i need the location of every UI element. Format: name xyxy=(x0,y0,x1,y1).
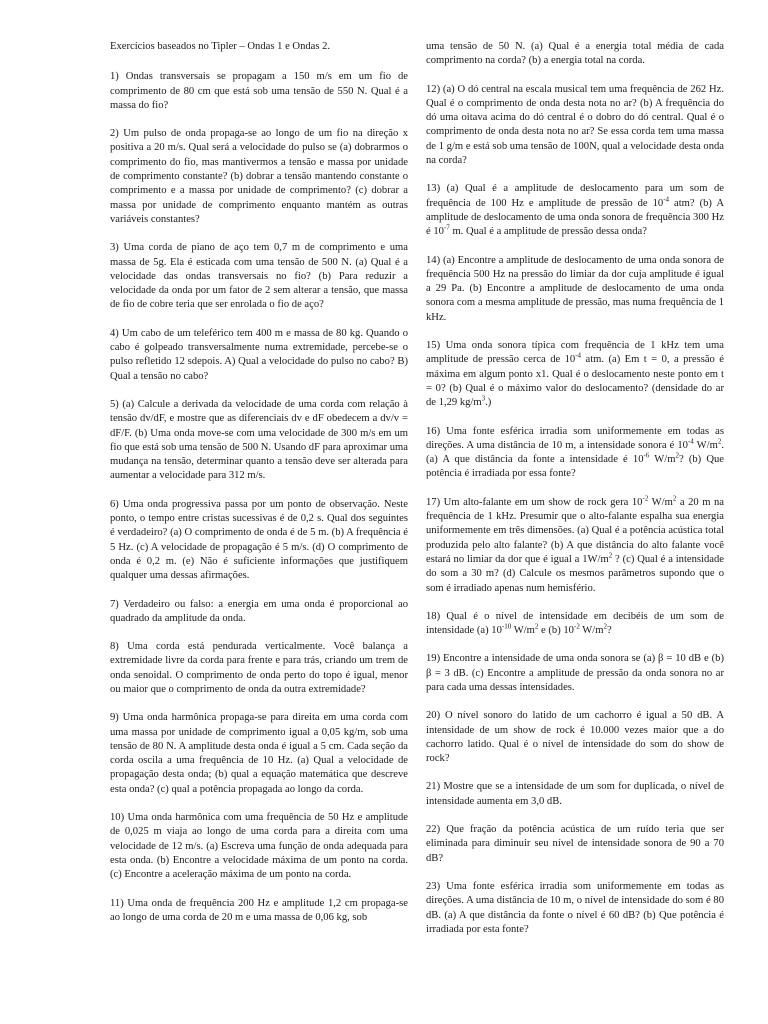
question-q5: 5) (a) Calcule a derivada da velocidade de uma corda com relação à tensão dv/dF, e mostre que as diferenciais dv e dF obedecem a dv/v = dF/F. (b) Uma onda move-se com uma velocidade de 300 m/s em um fio que está sob uma tensão de 500 N. Usando dF para aproximar uma mudança na tensão, determinar quanto a tensão deve ser alterada para aumentar a velocidade para 312 m/s. xyxy=(110,398,408,482)
question-q7: 7) Verdadeiro ou falso: a energia em uma onda é proporcional ao quadrado da amplitude da onda. xyxy=(110,598,408,624)
left-question-list xyxy=(110,70,408,925)
question-q6: 6) Uma onda progressiva passa por um ponto de observação. Neste ponto, o tempo entre cristas sucessivas é de 0,2 s. Qual dos seguintes é verdadeiro? (a) O comprimento de onda é de 5 m. (b) A frequência é 5 Hz. (c) A velocidade de propagação é 5 m/s. (d) O comprimento de onda é 0,2 m. (e) Não é suficiente informações que justifiquem qualquer uma dessas afirmações. xyxy=(110,498,408,582)
question-q10: 10) Uma onda harmônica com uma frequência de 50 Hz e amplitude de 0,025 m viaja ao longo de uma corda para a direita com uma velocidade de 12 m/s. (a) Escreva uma função de onda adequada para esta onda. (b) Encontre a velocidade máxima de um ponto na corda. (c) Encontre a aceleração máxima de um ponto na corda. xyxy=(110,812,408,881)
right-question-list xyxy=(426,40,724,937)
question-q1: 1) Ondas transversais se propagam a 150 m/s em um fio de comprimento de 80 cm que está sob uma tensão de 550 N. Qual é a massa do fio? xyxy=(110,71,408,111)
question-q13: 13) (a) Qual é a amplitude de deslocamento para um som de frequência de 100 Hz e amplitude de pressão de $10^{-4}$ atm? (b) A amplitude de deslocamento de uma onda sonora de frequência 300 Hz é $10^{-7}$ m. Qual é a amplitude de pressão dessa onda? xyxy=(426,183,724,238)
question-q17: 17) Um alto-falante em um show de rock gera $10^{-2}$ $W/m^2$ a 20 m na frequência de 1 kHz. Presumir que o alto-falante espalha sua energia uniformemente em três dimensões. (a) Qual é a potência acústica total produzida pelo alto falante? (b) A que distância do alto falante você estará no limiar da dor que é igual a $1W/m^2$ ? (c) Qual é a intensidade do som a 30 m? (d) Calcule os mesmos parâmetros supondo que o som é irradiado apenas num hemisfério. xyxy=(426,494,725,594)
right-column xyxy=(426,40,724,951)
question-q21: 21) Mostre que se a intensidade de um som for duplicada, o nível de intensidade aumenta em 3,0 dB. xyxy=(426,781,724,807)
question-q2: 2) Um pulso de onda propaga-se ao longo de um fio na direção x positiva a 20 m/s. Qual será a velocidade do pulso se (a) dobrarmos o comprimento do fio, mas mantivermos a tensão e massa por unidade de comprimento constante? (b) dobrar a tensão mantendo constante o comprimento e a massa por unidade de comprimento? (c) dobrar a massa por unidade de comprimento enquanto mantém as outras variáveis constantes? xyxy=(110,128,408,225)
document-title: Exercícios baseados no Tipler – Ondas 1 e Ondas 2. xyxy=(110,41,331,52)
question-q14: 14) (a) Encontre a amplitude de deslocamento de uma onda sonora de frequência 500 Hz na pressão do limiar da dor cuja amplitude é igual a 29 Pa. (b) Encontre a amplitude de deslocamento de uma onda sonora com a mesma amplitude de pressão, mas numa frequência de 1 kHz. xyxy=(426,254,724,323)
question-q20: 20) O nível sonoro do latido de um cachorro é igual a 50 dB. A intensidade de um show de rock é 10.000 vezes maior que a do cachorro latido. Qual é o nível de intensidade do som do show de rock? xyxy=(426,710,724,765)
question-q16: 16) Uma fonte esférica irradia som uniformemente em todas as direções. A uma distância de 10 m, a intensidade sonora é $10^{-4}$ $W/m^2$. (a) A que distância da fonte a intensidade é $10^{-6}$ $W/m^2$? (b) Que potência é irradiada por essa fonte? xyxy=(426,425,725,480)
question-q19: 19) Encontre a intensidade de uma onda sonora se (a) β = 10 dB e (b) β = 3 dB. (c) Encontre a amplitude de pressão da onda sonora no ar para cada uma dessas intensidades. xyxy=(426,653,724,693)
question-q18: 18) Qual é o nível de intensidade em decibéis de um som de intensidade (a) $10^{-10}$ $W/m^2$ e (b) $10^{-2}$ $W/m^2$? xyxy=(426,610,724,637)
question-q22: 22) Que fração da potência acústica de um ruído teria que ser eliminada para diminuir seu nível de intensidade sonora de 90 a 70 dB? xyxy=(426,824,724,864)
question-q3: 3) Uma corda de piano de aço tem 0,7 m de comprimento e uma massa de 5g. Ela é esticada com uma tensão de 500 N. (a) Qual é a velocidade das ondas transversais no fio? (b) Para reduzir a velocidade da onda por um fator de 2 sem alterar a tensão, que massa de fio de cobre teria que ser enrolada o fio de aço? xyxy=(110,242,408,311)
question-q4: 4) Um cabo de um teleférico tem 400 m e massa de 80 kg. Quando o cabo é golpeado transversalmente numa extremidade, percebe-se o pulso refletido 12 sdepois. A) Qual a velocidade do pulso no cabo? B) Qual a tensão no cabo? xyxy=(110,327,408,382)
question-q11: 11) Uma onda de frequência 200 Hz e amplitude 1,2 cm propaga-se ao longo de uma corda de 20 m e uma massa de 0,06 kg, sob xyxy=(110,897,408,923)
question-q12: 12) (a) O dó central na escala musical tem uma frequência de 262 Hz. Qual é o comprimento de onda desta nota no ar? (b) A frequência do dó uma oitava acima do dó central é o dobro do dó central. Qual é o comprimento de onda desta nota no ar? Se essa corda tem uma massa de 1 g/m e está sob uma tensão de 100N, qual a velocidade desta onda na corda? xyxy=(426,83,724,167)
question-q23: 23) Uma fonte esférica irradia som uniformemente em todas as direções. A uma distância de 10 m, o nível de intensidade do som é 80 dB. (a) A que distância da fonte o nível é 60 dB? (b) Que potência é irradiada por esta fonte? xyxy=(426,880,724,935)
left-column xyxy=(110,40,408,939)
question-q9: 9) Uma onda harmônica propaga-se para direita em uma corda com uma massa por unidade de comprimento igual a 0,05 kg/m, sob uma tensão de 80 N. A amplitude desta onda é igual a 5 cm. Cada seção da corda oscila a uma frequência de 10 Hz. (a) Qual a velocidade de propagação desta onda; (b) qual a equação matemática que descreve esta onda? (c) qual a potência propagada ao longo da corda. xyxy=(110,712,408,795)
question-q15: 15) Uma onda sonora típica com frequência de 1 kHz tem uma amplitude de pressão cerca de $10^{-4}$ atm. (a) Em t = 0, a pressão é máxima em algum ponto x1. Qual é o deslocamento neste ponto em t = 0? (b) Qual é o máximo valor do deslocamento? (densidade do ar de 1,29 $kg/m^3$.) xyxy=(426,340,724,409)
question-q11b: uma tensão de 50 N. (a) Qual é a energia total média de cada comprimento na corda? (b) a energia total na corda. xyxy=(426,41,724,67)
question-q8: 8) Uma corda está pendurada verticalmente. Você balança a extremidade livre da corda para frente e para trás, criando um trem de onda senoidal. O comprimento de onda perto do topo é igual, menor ou maior que o comprimento de onda da outra extremidade? xyxy=(110,641,408,695)
